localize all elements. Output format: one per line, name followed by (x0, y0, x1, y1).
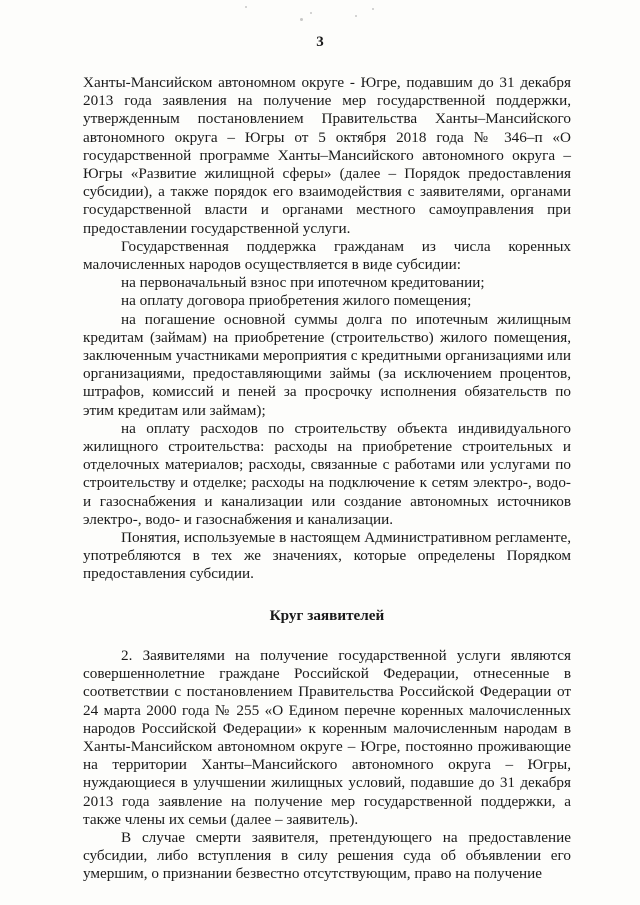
list-item-purchase-contract: на оплату договора приобретения жилого помещения; (121, 292, 472, 310)
paragraph-death-case: В случае смерти заявителя, претендующего на предоставление субсидии, либо вступления в силу решения суда об объявлении его умершим, о признании безвестно отсутствующим, право на получение (83, 828, 571, 883)
scan-speck (245, 6, 247, 8)
paragraph-support-forms: Государственная поддержка гражданам из числа коренных малочисленных народов осуществляется в виде субсидии: (83, 237, 571, 274)
list-item-construction-costs: на оплату расходов по строительству объекта индивидуального жилищного строительства: расходы на приобретение строительных и отделочных материалов; расходы, связанные с работами или услугами по строительству и отделке; расходы на подключение к сетям электро-, водо- и газоснабжения и канализации или создание автономных источников электро-, водо- и газоснабжения и канализации. (83, 419, 571, 528)
paragraph-definitions: Понятия, используемые в настоящем Административном регламенте, употребляются в тех же значениях, которые определены Порядком предоставления субсидии. (83, 529, 571, 583)
paragraph-intro-continuation: Ханты-Мансийском автономном округе - Югре, подавшим до 31 декабря 2013 года заявления на получение мер государственной поддержки, утвержденным постановлением Правительства Ханты–Мансийского автономного округа – Югры от 5 октября 2018 года № 346–п «О государственной программе Ханты–Мансийского автономного округа – Югры «Развитие жилищной сферы» (далее – Порядок предоставления субсидии), а также порядок его взаимодействия с заявителями, органами государственной власти и органами местного самоуправления при предоставлении государственной услуги. (83, 74, 571, 237)
paragraph-applicants: 2. Заявителями на получение государственной услуги являются совершеннолетние граждане Российской Федерации, отнесенные в соответствии с постановлением Правительства Российской Федерации от 24 марта 2000 года № 255 «О Едином перечне коренных малочисленных народов Российской Федерации» к коренным малочисленным народам в Ханты-Мансийском автономном округе – Югре, постоянно проживающие на территории Ханты–Мансийского автономного округа – Югры, нуждающиеся в улучшении жилищных условий, подавшие до 31 декабря 2013 года заявление на получение мер государственной поддержки, а также члены их семьи (далее – заявитель). (83, 646, 571, 828)
scan-speck (355, 15, 357, 17)
list-item-mortgage-repayment: на погашение основной суммы долга по ипотечным жилищным кредитам (займам) на приобретение (строительство) жилого помещения, заключенным участниками мероприятия с кредитными организациями или организациями, предоставляющими займы (за исключением процентов, штрафов, комиссий и пеней за просрочку исполнения обязательств по этим кредитам или займам); (83, 310, 571, 419)
scan-speck (310, 12, 312, 14)
document-body (83, 74, 571, 884)
scan-speck (300, 18, 303, 21)
list-item-down-payment: на первоначальный взнос при ипотечном кредитовании; (121, 274, 485, 292)
scan-speck (372, 8, 374, 10)
page-number: 3 (316, 34, 324, 50)
section-title: Круг заявителей (269, 606, 385, 624)
